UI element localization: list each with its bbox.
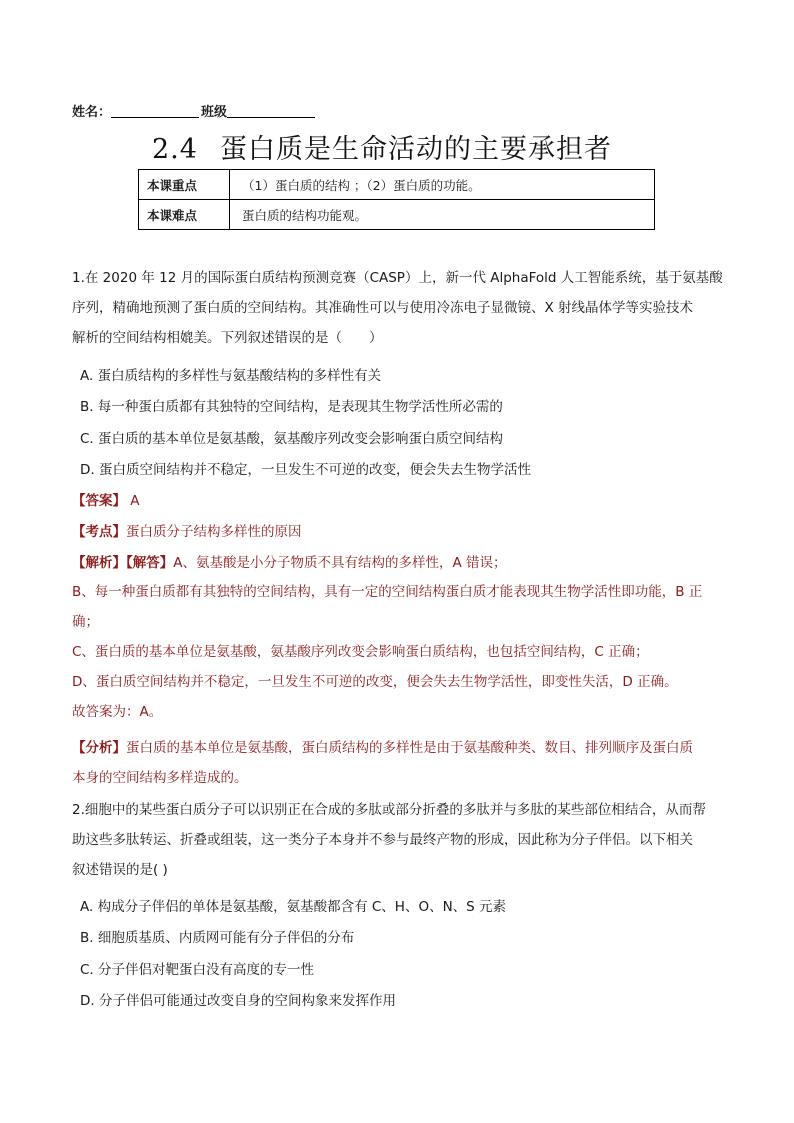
kaodian-tag: 【考点】 (72, 524, 126, 540)
q2-option-c: C. 分子伴侣对靶蛋白没有高度的专一性 (80, 962, 315, 978)
difficulty-label: 本课难点 (139, 200, 230, 230)
class-blank[interactable] (227, 105, 315, 118)
class-label: 班级 (201, 105, 228, 120)
lesson-title-text: 蛋白质是生命活动的主要承担者 (219, 134, 612, 165)
jiexi-text: A、氨基酸是小分子物质不具有结构的多样性，A 错误； (173, 555, 507, 571)
q1-option-a: A. 蛋白质结构的多样性与氨基酸结构的多样性有关 (80, 368, 382, 384)
fenxi-text: 蛋白质的基本单位是氨基酸，蛋白质结构的多样性是由于氨基酸种类、数目、排列顺序及蛋白质 (126, 740, 693, 756)
jiexi-tag: 【解析】【解答】 (72, 555, 174, 571)
jiexi-line: 故答案为：A。 (72, 704, 163, 720)
answer-tag: 【答案】 (72, 493, 126, 509)
fenxi-line (72, 733, 730, 763)
jiexi-line: 确； (72, 614, 99, 630)
table-row (139, 200, 655, 230)
q1-answer (72, 489, 140, 509)
q1-kaodian (72, 520, 302, 540)
q1-option-d: D. 蛋白质空间结构并不稳定，一旦发生不可逆的改变，便会失去生物学活性 (80, 462, 531, 478)
key-points-table (138, 169, 655, 230)
q1-stem-line: 解析的空间结构相媲美。下列叙述错误的是（ ） (72, 330, 383, 346)
jiexi-line: D、蛋白质空间结构并不稳定，一旦发生不可逆的改变，便会失去生物学活性，即变性失活，D 正确。 (72, 674, 678, 690)
answer-value: A (126, 493, 140, 509)
q1-option-b: B. 每一种蛋白质都有其独特的空间结构，是表现其生物学活性所必需的 (80, 399, 503, 415)
difficulty-value: 蛋白质的结构功能观。 (230, 200, 655, 230)
table-row (139, 170, 655, 200)
key-value: （1）蛋白质的结构 ；（2）蛋白质的功能。 (230, 170, 655, 200)
kaodian-value: 蛋白质分子结构多样性的原因 (126, 524, 302, 540)
fenxi-tag: 【分析】 (72, 740, 126, 756)
q1-jiexi-body (72, 577, 730, 727)
q1-stem-line: 序列，精确地预测了蛋白质的空间结构。其准确性可以与使用冷冻电子显微镜、X 射线晶体学等实验技术 (72, 300, 694, 316)
q2-stem-line: 2.细胞中的某些蛋白质分子可以识别正在合成的多肽或部分折叠的多肽并与多肽的某些部位相结合，从而帮 (72, 802, 706, 818)
q1-jiexi-line-1 (72, 551, 507, 571)
fenxi-line: 本身的空间结构多样造成的。 (72, 770, 248, 786)
q2-option-a: A. 构成分子伴侣的单体是氨基酸，氨基酸都含有 C、H、O、N、S 元素 (80, 899, 507, 915)
lesson-title (152, 127, 612, 166)
q2-stem (72, 795, 732, 885)
name-label: 姓名： (72, 105, 112, 120)
key-label: 本课重点 (139, 170, 230, 200)
q2-option-b: B. 细胞质基质、内质网可能有分子伴侣的分布 (80, 930, 355, 946)
q2-option-d: D. 分子伴侣可能通过改变自身的空间构象来发挥作用 (80, 993, 396, 1009)
q1-fenxi (72, 733, 730, 793)
lesson-number: 2.4 (152, 134, 198, 165)
q1-stem (72, 263, 732, 353)
q2-stem-line: 助这些多肽转运、折叠或组装，这一类分子本身并不参与最终产物的形成，因此称为分子伴侣。以下相关 (72, 832, 693, 848)
q1-option-c: C. 蛋白质的基本单位是氨基酸，氨基酸序列改变会影响蛋白质空间结构 (80, 431, 504, 447)
jiexi-line: B、每一种蛋白质都有其独特的空间结构，具有一定的空间结构蛋白质才能表现其生物学活性即功能，B 正 (72, 584, 703, 600)
name-class-line (72, 101, 317, 120)
q2-stem-line: 叙述错误的是( ) (72, 862, 168, 878)
jiexi-line: C、蛋白质的基本单位是氨基酸，氨基酸序列改变会影响蛋白质结构，也包括空间结构，C 正确； (72, 644, 649, 660)
q1-stem-line: 1.在 2020 年 12 月的国际蛋白质结构预测竞赛（CASP）上，新一代 AlphaFold 人工智能系统，基于氨基酸 (72, 270, 723, 286)
name-blank[interactable] (111, 105, 199, 118)
